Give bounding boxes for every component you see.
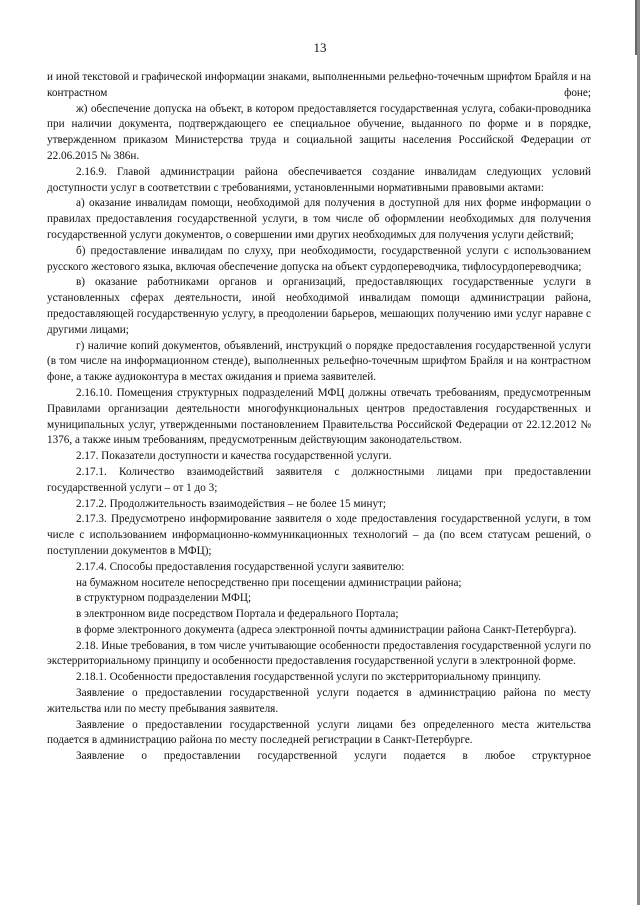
paragraph: 2.16.10. Помещения структурных подразделений МФЦ должны отвечать требованиям, предусмотренным Правилами организации деятельности многофункциональных центров предоставления государственных и муниципальных услуг, утвержденными постановлением Правительства Российской Федерации от 22.12.2012 № 1376, а также иным требованиям, предусмотренным действующим законодательством. bbox=[47, 386, 591, 447]
paragraph: 2.18. Иные требования, в том числе учитывающие особенности предоставления государственной услуги по экстерриториальному принципу и особенности предоставления государственной услуги в электронной форме. bbox=[47, 639, 591, 668]
paragraph: 2.16.9. Главой администрации района обеспечивается создание инвалидам следующих условий доступности услуг в соответствии с требованиями, установленными нормативными правовыми актами: bbox=[47, 165, 591, 194]
paragraph: 2.17.4. Способы предоставления государственной услуги заявителю: bbox=[76, 560, 405, 573]
paragraph: Заявление о предоставлении государственной услуги подается в администрацию района по месту жительства или по месту пребывания заявителя. bbox=[47, 687, 591, 715]
paragraph: и иной текстовой и графической информации знаками, выполненными рельефно-точечным шрифтом Брайля и на контрастном фоне; bbox=[47, 71, 591, 99]
paragraph: ж) обеспечение допуска на объект, в котором предоставляется государственная услуга, собаки-проводника при наличии документа, подтверждающего ее специальное обучение, выданного по форме и в порядке, утвержденном приказом Министерства труда и социальной защиты населения Российской Федерации от 22.06.2015 № 386н. bbox=[47, 102, 591, 162]
paragraph: 2.17.3. Предусмотрено информирование заявителя о ходе предоставления государственной услуги, в том числе с использованием информационно-коммуникационных технологий – да (по всем статусам решений, о поступлении документов в МФЦ); bbox=[47, 513, 591, 557]
paragraph: г) наличие копий документов, объявлений, инструкций о порядке предоставления государственной услуги (в том числе на информационном стенде), выполненных рельефно-точечным шрифтом Брайля и на контрастном фоне, а также аудиоконтура в местах ожидания и приема заявителей. bbox=[47, 339, 591, 384]
paragraph: а) оказание инвалидам помощи, необходимой для получения в доступной для них форме информации о правилах предоставления государственной услуги, в том числе об оформлении необходимых для получения государственной услуги документов, о совершении ими других необходимых для получения услуги действий; bbox=[47, 197, 591, 241]
paragraph: в структурном подразделении МФЦ; bbox=[76, 592, 252, 605]
paragraph: 2.17.1. Количество взаимодействий заявителя с должностными лицами при предоставлении государственной услуги – от 1 до 3; bbox=[47, 465, 591, 494]
paragraph: Заявление о предоставлении государственной услуги подается в любое структурное bbox=[76, 750, 591, 763]
paragraph: в форме электронного документа (адреса электронной почты администрации района Санкт-Петербурга). bbox=[76, 623, 577, 636]
page-number: 13 bbox=[313, 40, 327, 55]
paragraph: в) оказание работниками органов и организаций, предоставляющих государственные услуги в установленных сферах деятельности, иной необходимой инвалидам помощи администрации района, предоставляющей государственную услугу, в преодолении барьеров, мешающих получению ими услуг наравне с другими лицами; bbox=[47, 276, 591, 336]
paragraph: Заявление о предоставлении государственной услуги лицами без определенного места жительства подается в администрацию района по месту последней регистрации в Санкт-Петербурге. bbox=[47, 718, 591, 747]
paragraph: на бумажном носителе непосредственно при посещении администрации района; bbox=[76, 576, 462, 589]
paragraph: 2.18.1. Особенности предоставления государственной услуги по экстерриториальному принципу. bbox=[76, 671, 541, 684]
paragraph: б) предоставление инвалидам по слуху, при необходимости, государственной услуги с использованием русского жестового языка, включая обеспечение допуска на объект сурдопереводчика, тифлосурдопереводчика; bbox=[47, 244, 591, 273]
paragraph: 2.17.2. Продолжительность взаимодействия – не более 15 минут; bbox=[76, 497, 387, 510]
paragraph: 2.17. Показатели доступности и качества государственной услуги. bbox=[76, 450, 392, 463]
paragraph: в электронном виде посредством Портала и федерального Портала; bbox=[76, 608, 399, 621]
document-body bbox=[47, 70, 591, 765]
